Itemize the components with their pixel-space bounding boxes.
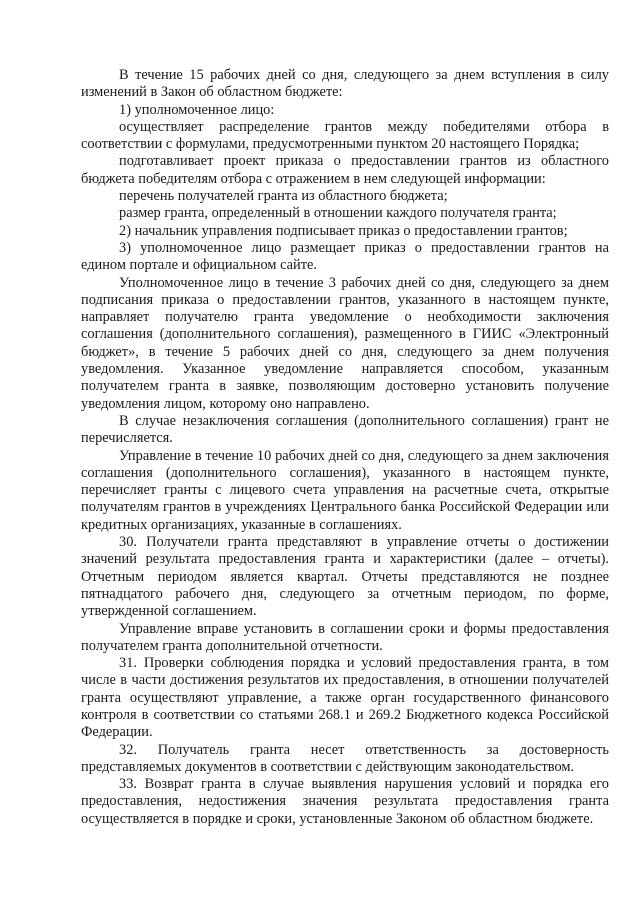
paragraph: 31. Проверки соблюдения порядка и условий предоставления гранта, в том числе в части достижения результатов их предоставления, в отношении получателей гранта осуществляют управление, а также орган государственного финансового контроля в соответствии со статьями 268.1 и 269.2 Бюджетного кодекса Российской Федерации. (81, 655, 609, 741)
document-body (81, 67, 609, 828)
paragraph: Управление в течение 10 рабочих дней со дня, следующего за днем заключения соглашения (дополнительного соглашения), указанного в настоящем пункте, перечисляет гранты с лицевого счета управления на расчетные счета, открытые получателям грантов в учреждениях Центрального банка Российской Федерации или кредитных организациях, указанные в соглашениях. (81, 447, 609, 533)
paragraph: 32. Получатель гранта несет ответственность за достоверность представляемых документов в соответствии с действующим законодательством. (81, 741, 609, 775)
paragraph: В течение 15 рабочих дней со дня, следующего за днем вступления в силу изменений в Закон об областном бюджете: (81, 67, 609, 101)
paragraph: 2) начальник управления подписывает приказ о предоставлении грантов; (119, 222, 568, 239)
paragraph: 33. Возврат гранта в случае выявления нарушения условий и порядка его предоставления, недостижения значения результата предоставления гранта осуществляется в порядке и сроки, установленные Законом об областном бюджете. (81, 776, 609, 827)
paragraph: Уполномоченное лицо в течение 3 рабочих дней со дня, следующего за днем подписания приказа о предоставлении грантов, указанного в настоящем пункте, направляет получателю гранта уведомление о необходимости заключения соглашения (дополнительного соглашения), размещенного в ГИИС «Электронный бюджет», в течение 5 рабочих дней со дня, следующего за днем получения уведомления. Указанное уведомление направляется способом, указанным получателем гранта в заявке, позволяющим достоверно установить получение уведомления лицом, которому оно направлено. (81, 274, 609, 412)
paragraph: 30. Получатели гранта представляют в управление отчеты о достижении значений результата предоставления гранта и характеристики (далее – отчеты). Отчетным периодом является квартал. Отчеты представляются не позднее пятнадцатого рабочего дня, следующего за отчетным периодом, по форме, утвержденной соглашением. (81, 534, 609, 620)
paragraph: осуществляет распределение грантов между победителями отбора в соответствии с формулами, предусмотренными пунктом 20 настоящего Порядка; (81, 118, 609, 153)
paragraph: подготавливает проект приказа о предоставлении грантов из областного бюджета победителям отбора с отражением в нем следующей информации: (81, 153, 609, 187)
paragraph: В случае незаключения соглашения (дополнительного соглашения) грант не перечисляется. (81, 412, 609, 447)
paragraph: размер гранта, определенный в отношении каждого получателя гранта; (119, 205, 557, 222)
paragraph: 1) уполномоченное лицо: (119, 101, 275, 118)
paragraph: Управление вправе установить в соглашении сроки и формы предоставления получателем гранта дополнительной отчетности. (81, 620, 609, 654)
paragraph: перечень получателей гранта из областного бюджета; (119, 188, 448, 205)
paragraph: 3) уполномоченное лицо размещает приказ о предоставлении грантов на едином портале и официальном сайте. (81, 239, 609, 274)
